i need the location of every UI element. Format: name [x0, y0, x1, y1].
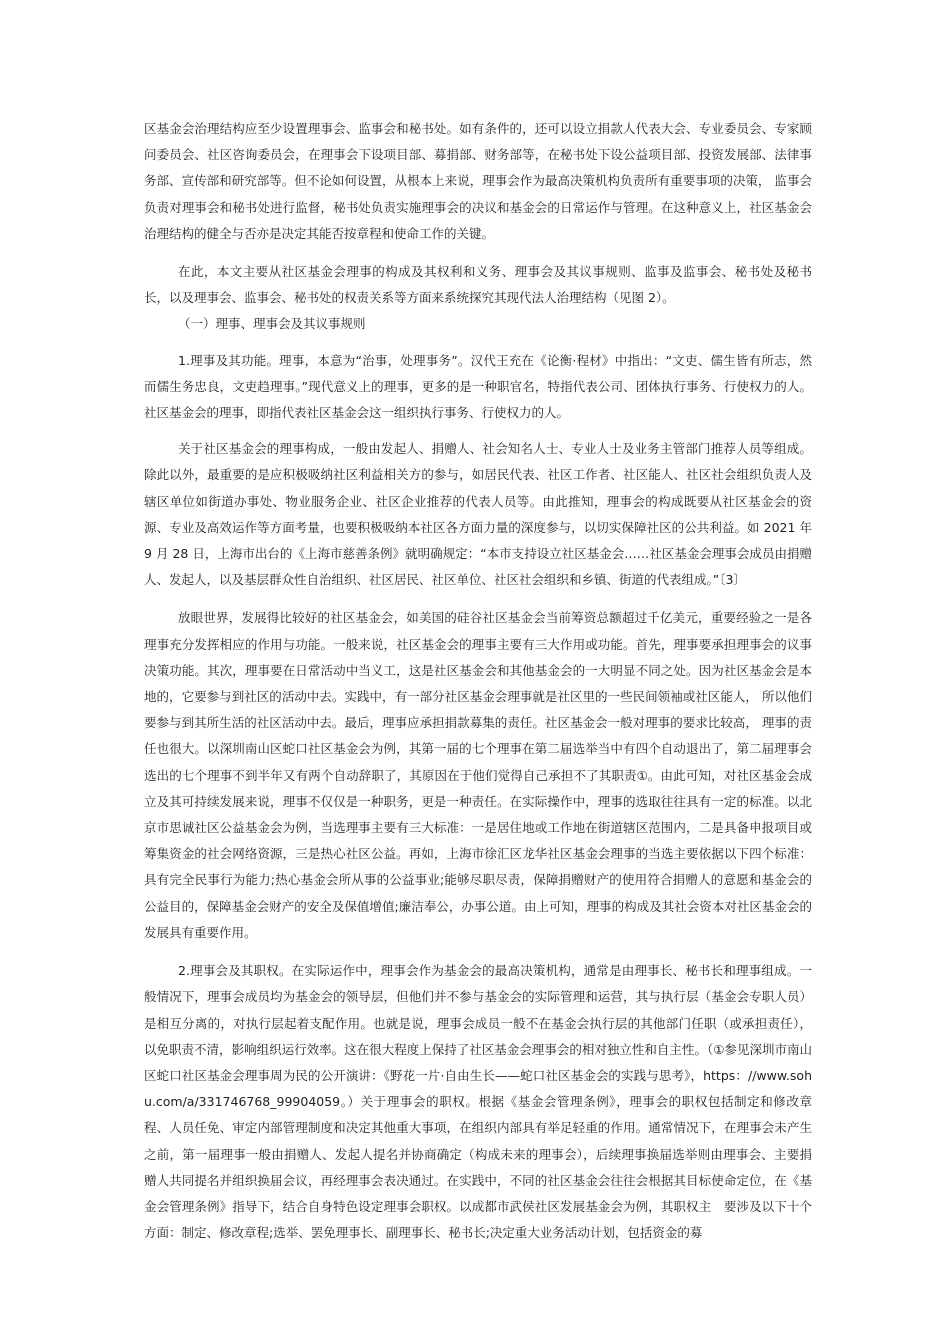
paragraph-director-composition: 关于社区基金会的理事构成，一般由发起人、捐赠人、社会知名人士、专业人士及业务主管部门推荐人员等组成。除此以外，最重要的是应积极吸纳社区利益相关方的参与，如居民代表、社区工作者、社区能人、社区社会组织负责人及辖区单位如街道办事处、物业服务企业、社区企业推荐的代表人员等。由此推知，理事会的构成既要从社区基金会的资源、专业及高效运作等方面考量，也要积极吸纳本社区各方面力量的深度参与，以切实保障社区的公共利益。如 2021 年 9 月 28 日，上海市出台的《上海市慈善条例》就明确规定：“本市支持设立社区基金会……社区基金会理事会成员由捐赠人、发起人，以及基层群众性自治组织、社区居民、社区单位、社区社会组织和乡镇、街道的代表组成。”〔3〕 — [144, 441, 812, 588]
document-page — [144, 116, 812, 1246]
paragraph-governance-structure: 区基金会治理结构应至少设置理事会、监事会和秘书处。如有条件的，还可以设立捐款人代表大会、专业委员会、专家顾问委员会、社区咨询委员会，在理事会下设项目部、募捐部、财务部等，在秘书处下设公益项目部、投资发展部、法律事务部、宣传部和研究部等。但不论如何设置，从根本上来说，理事会作为最高决策机构负责所有重要事项的决策， 监事会负责对理事会和秘书处进行监督，秘书处负责实施理事会的决议和基金会的日常运作与管理。在这种意义上，社区基金会治理结构的健全与否亦是决定其能否按章程和使命工作的关键。 — [144, 121, 812, 241]
paragraph-board-powers: 2.理事会及其职权。在实际运作中，理事会作为基金会的最高决策机构，通常是由理事长、秘书长和理事组成。一般情况下，理事会成员均为基金会的领导层，但他们并不参与基金会的实际管理和运营，其与执行层（基金会专职人员）是相互分离的，对执行层起着支配作用。也就是说，理事会成员一般不在基金会执行层的其他部门任职（或承担责任），以免职责不清，影响组织运行效率。这在很大程度上保持了社区基金会理事会的相对独立性和自主性。（①参见深圳市南山区蛇口社区基金会理事周为民的公开演讲：《野花一片·自由生长——蛇口社区基金会的实践与思考》，https：//www.sohu.com/a/331746768_99904059。）关于理事会的职权。根据《基金会管理条例》，理事会的职权包括制定和修改章程、人员任免、审定内部管理制度和决定其他重大事项，在组织内部具有举足轻重的作用。通常情况下，在理事会未产生之前，第一届理事一般由捐赠人、发起人提名并协商确定（构成未来的理事会），后续理事换届选举则由理事会、主要捐赠人共同提名并组织换届会议，再经理事会表决通过。在实践中，不同的社区基金会往往会根据其目标使命定位，在《基金会管理条例》指导下，结合自身特色设定理事会职权。以成都市武侯社区发展基金会为例，其职权主 要涉及以下十个方面：制定、修改章程;选举、罢免理事长、副理事长、秘书长;决定重大业务活动计划，包括资金的募 — [144, 963, 812, 1241]
paragraph-director-function: 1.理事及其功能。理事，本意为“治事，处理事务”。汉代王充在《论衡·程材》中指出：“文吏、儒生皆有所志，然而儒生务忠良，文吏趋理事。”现代意义上的理事，更多的是一种职官名，特指代表公司、团体执行事务、行使权力的人。社区基金会的理事，即指代表社区基金会这一组织执行事务、行使权力的人。 — [144, 352, 812, 421]
paragraph-director-roles: 放眼世界，发展得比较好的社区基金会，如美国的硅谷社区基金会当前筹资总额超过千亿美元，重要经验之一是各理事充分发挥相应的作用与功能。一般来说，社区基金会的理事主要有三大作用或功能。首先，理事要承担理事会的议事决策功能。其次，理事要在日常活动中当义工，这是社区基金会和其他基金会的一大明显不同之处。因为社区基金会是本地的，它要参与到社区的活动中去。实践中，有一部分社区基金会理事就是社区里的一些民间领袖或社区能人， 所以他们要参与到其所生活的社区活动中去。最后，理事应承担捐款募集的责任。社区基金会一般对理事的要求比较高， 理事的责任也很大。以深圳南山区蛇口社区基金会为例，其第一届的七个理事在第二届选举当中有四个自动退出了，第二届理事会选出的七个理事不到半年又有两个自动辞职了，其原因在于他们觉得自己承担不了其职责①。由此可知，对社区基金会成立及其可持续发展来说，理事不仅仅是一种职务，更是一种责任。在实际操作中，理事的选取往往具有一定的标准。以北京市思诚社区公益基金会为例，当选理事主要有三大标准：一是居住地或工作地在街道辖区范围内，二是具备申报项目或筹集资金的社会网络资源，三是热心社区公益。再如，上海市徐汇区龙华社区基金会理事的当选主要依据以下四个标准：具有完全民事行为能力;热心基金会所从事的公益事业;能够尽职尽责，保障捐赠财产的使用符合捐赠人的意愿和基金会的公益目的，保障基金会财产的安全及保值增值;廉洁奉公，办事公道。由上可知，理事的构成及其社会资本对社区基金会的发展具有重要作用。 — [144, 610, 812, 940]
section-heading: （一）理事、理事会及其议事规则 — [178, 316, 366, 332]
paragraph-intro: 在此，本文主要从社区基金会理事的构成及其权利和义务、理事会及其议事规则、监事及监事会、秘书处及秘书长，以及理事会、监事会、秘书处的权责关系等方面来系统探究其现代法人治理结构（见图 2）。 — [144, 264, 812, 306]
